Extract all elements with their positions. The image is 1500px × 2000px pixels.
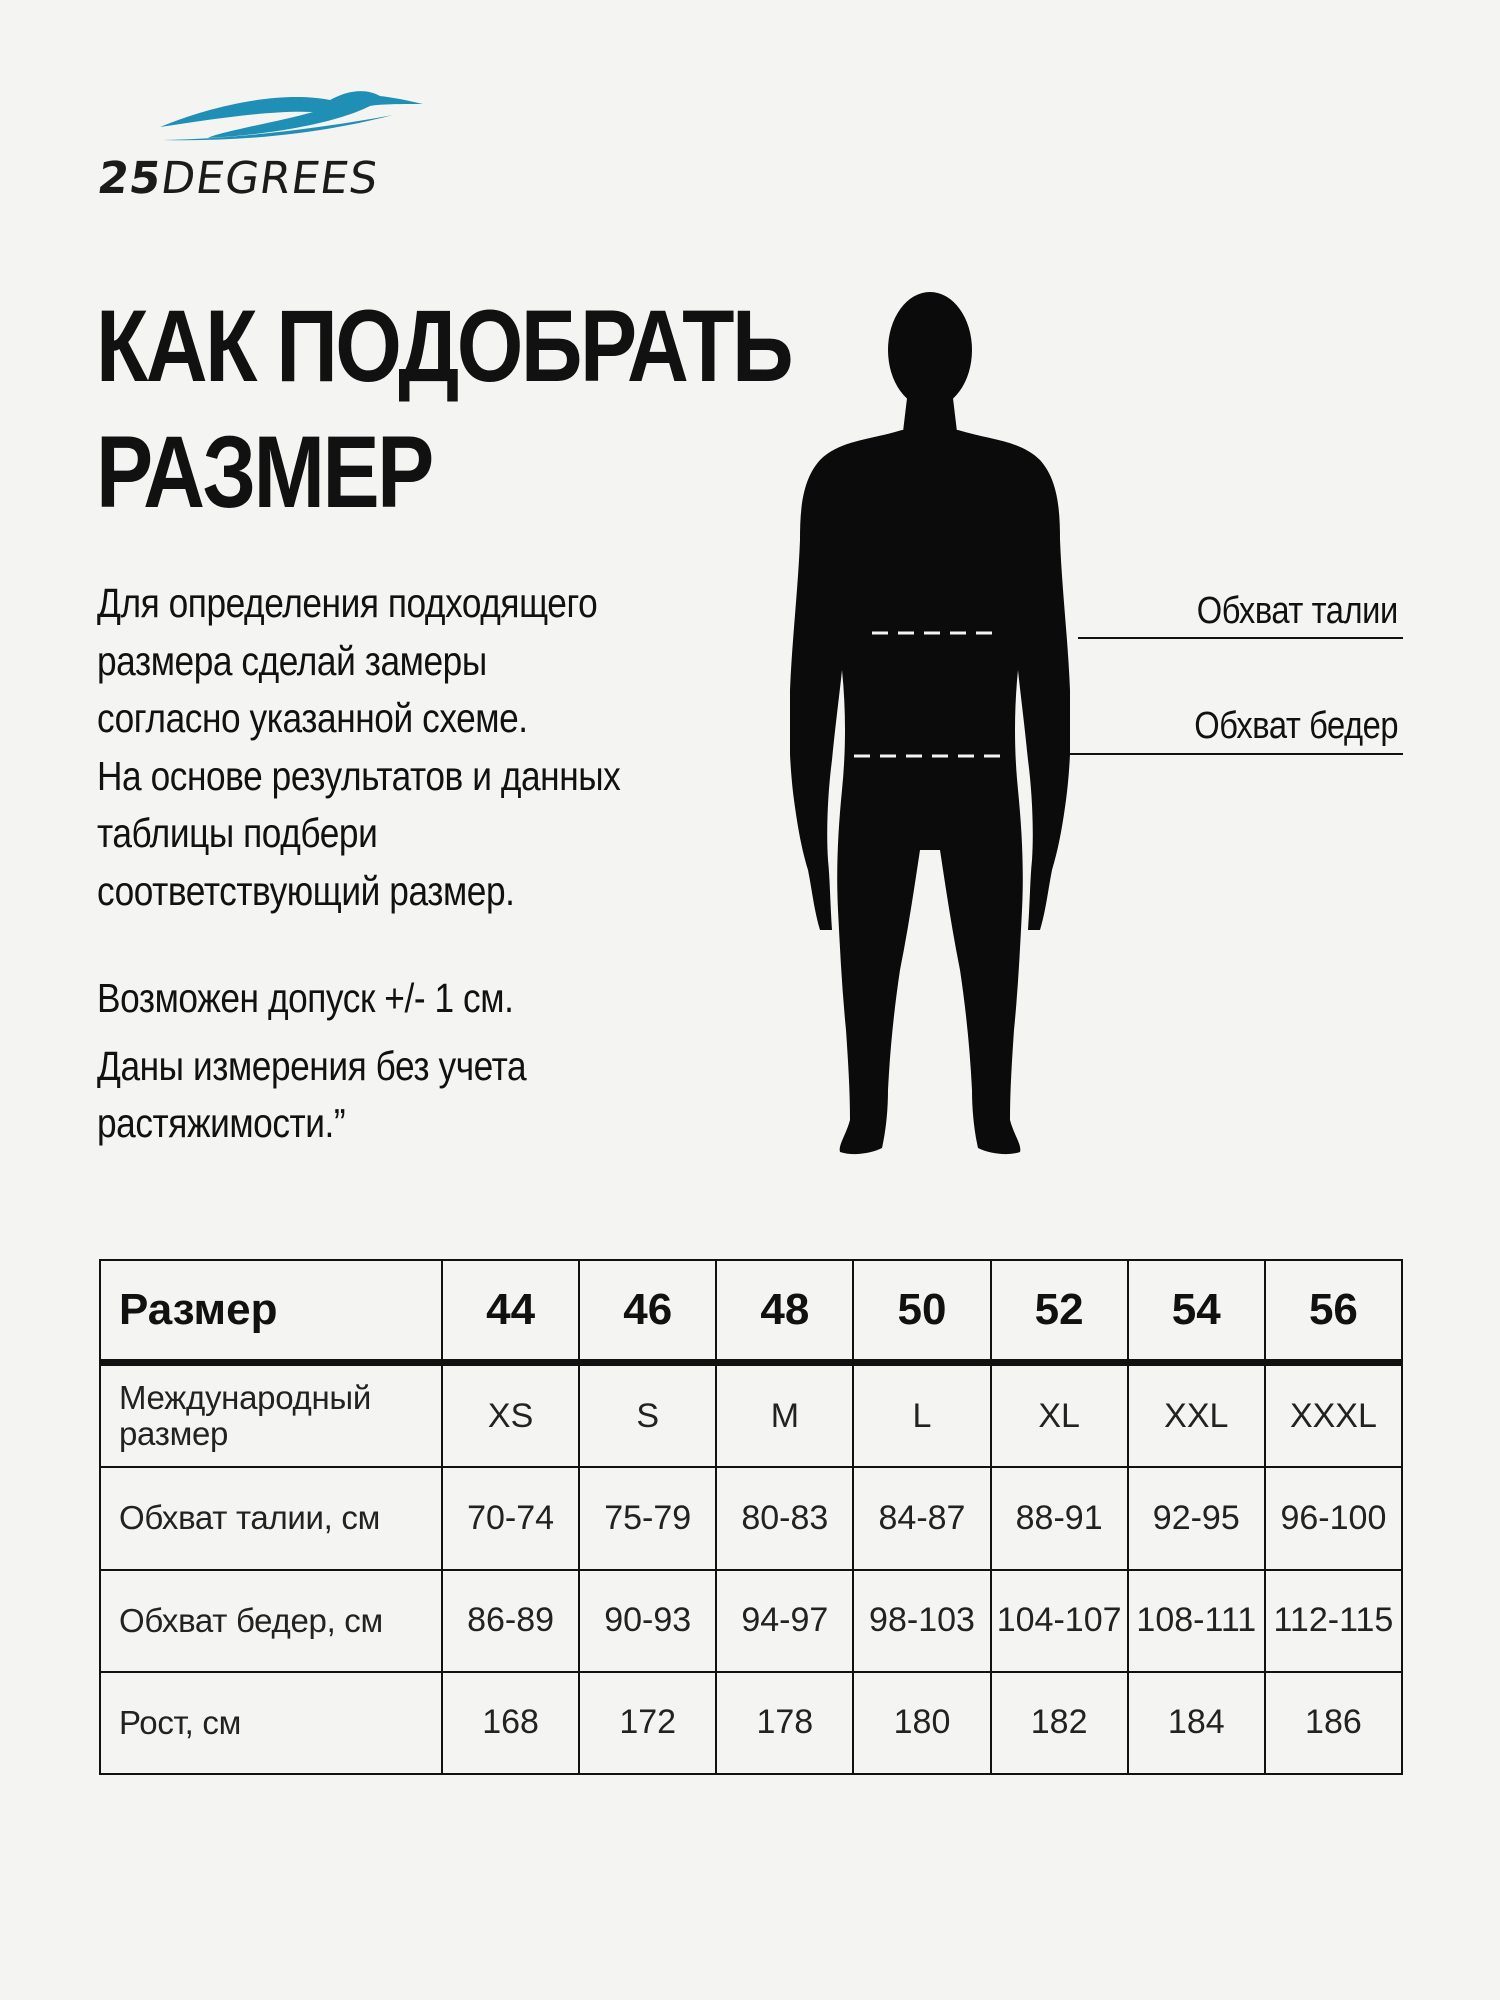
hips-pointer-line [1070, 753, 1403, 755]
size-chart-table [99, 1259, 1403, 1775]
table-cell: 112-115 [1265, 1570, 1402, 1672]
table-cell: M [716, 1363, 853, 1468]
table-row-waist [100, 1467, 1402, 1569]
brand-logo [94, 82, 438, 212]
tolerance-note [97, 970, 716, 1153]
tolerance-text: Возможен допуск +/- 1 см. [97, 975, 514, 1021]
table-cell: XS [442, 1363, 579, 1468]
header-cell: 52 [991, 1260, 1128, 1363]
hips-label: Обхват бедер [1194, 705, 1398, 747]
table-cell: XXXL [1265, 1363, 1402, 1468]
header-cell: 48 [716, 1260, 853, 1363]
table-cell: 168 [442, 1672, 579, 1774]
table-cell: 90-93 [579, 1570, 716, 1672]
header-cell: 50 [853, 1260, 990, 1363]
table-cell: 178 [716, 1672, 853, 1774]
stretch-note-line: растяжимости.” [97, 1100, 346, 1146]
table-cell: 104-107 [991, 1570, 1128, 1672]
page-title [96, 283, 791, 535]
header-cell: 54 [1128, 1260, 1265, 1363]
description [97, 575, 716, 920]
table-cell: XXL [1128, 1363, 1265, 1468]
table-cell: 172 [579, 1672, 716, 1774]
header-cell: 46 [579, 1260, 716, 1363]
description-line: Для определения подходящего [97, 580, 598, 626]
description-line: соответствующий размер. [97, 867, 515, 914]
table-cell: 86-89 [442, 1570, 579, 1672]
table-cell: 80-83 [716, 1467, 853, 1569]
description-line: согласно указанной схеме. [97, 695, 528, 741]
row-label-line: размер [119, 1414, 229, 1452]
title-line-2: РАЗМЕР [96, 415, 432, 529]
swimmer-icon [98, 82, 438, 152]
row-label: Рост, см [100, 1672, 442, 1774]
table-cell: 94-97 [716, 1570, 853, 1672]
table-cell: 180 [853, 1672, 990, 1774]
table-row-height [100, 1672, 1402, 1774]
title-line-1: КАК ПОДОБРАТЬ [96, 289, 792, 403]
table-cell: 186 [1265, 1672, 1402, 1774]
row-label-line: Международный [119, 1378, 371, 1416]
human-figure-icon [790, 290, 1070, 1170]
table-cell: XL [991, 1363, 1128, 1468]
table-cell: 182 [991, 1672, 1128, 1774]
stretch-note-line: Даны измерения без учета [97, 1042, 527, 1089]
table-cell: 88-91 [991, 1467, 1128, 1569]
table-cell: 70-74 [442, 1467, 579, 1569]
waist-pointer-line [1078, 637, 1403, 639]
table-cell: 84-87 [853, 1467, 990, 1569]
table-cell: 98-103 [853, 1570, 990, 1672]
description-line: размера сделай замеры [97, 637, 487, 684]
table-cell: 92-95 [1128, 1467, 1265, 1569]
table-cell: 75-79 [579, 1467, 716, 1569]
description-line: таблицы подбери [97, 810, 378, 856]
table-header-row [100, 1260, 1402, 1363]
body-silhouette [790, 290, 1070, 1170]
table-cell: 108-111 [1128, 1570, 1265, 1672]
table-cell: 96-100 [1265, 1467, 1402, 1569]
waist-label: Обхват талии [1196, 590, 1398, 632]
table-cell: S [579, 1363, 716, 1468]
description-line: На основе результатов и данных [97, 752, 621, 799]
header-size-label: Размер [100, 1260, 442, 1363]
table-cell: L [853, 1363, 990, 1468]
header-cell: 44 [442, 1260, 579, 1363]
table-row-international [100, 1363, 1402, 1468]
header-cell: 56 [1265, 1260, 1402, 1363]
table-cell: 184 [1128, 1672, 1265, 1774]
table-row-hips [100, 1570, 1402, 1672]
row-label: Обхват бедер, см [100, 1570, 442, 1672]
row-label: Обхват талии, см [100, 1467, 442, 1569]
brand-wordmark: 25DEGREES [94, 153, 382, 204]
row-label [100, 1363, 442, 1468]
